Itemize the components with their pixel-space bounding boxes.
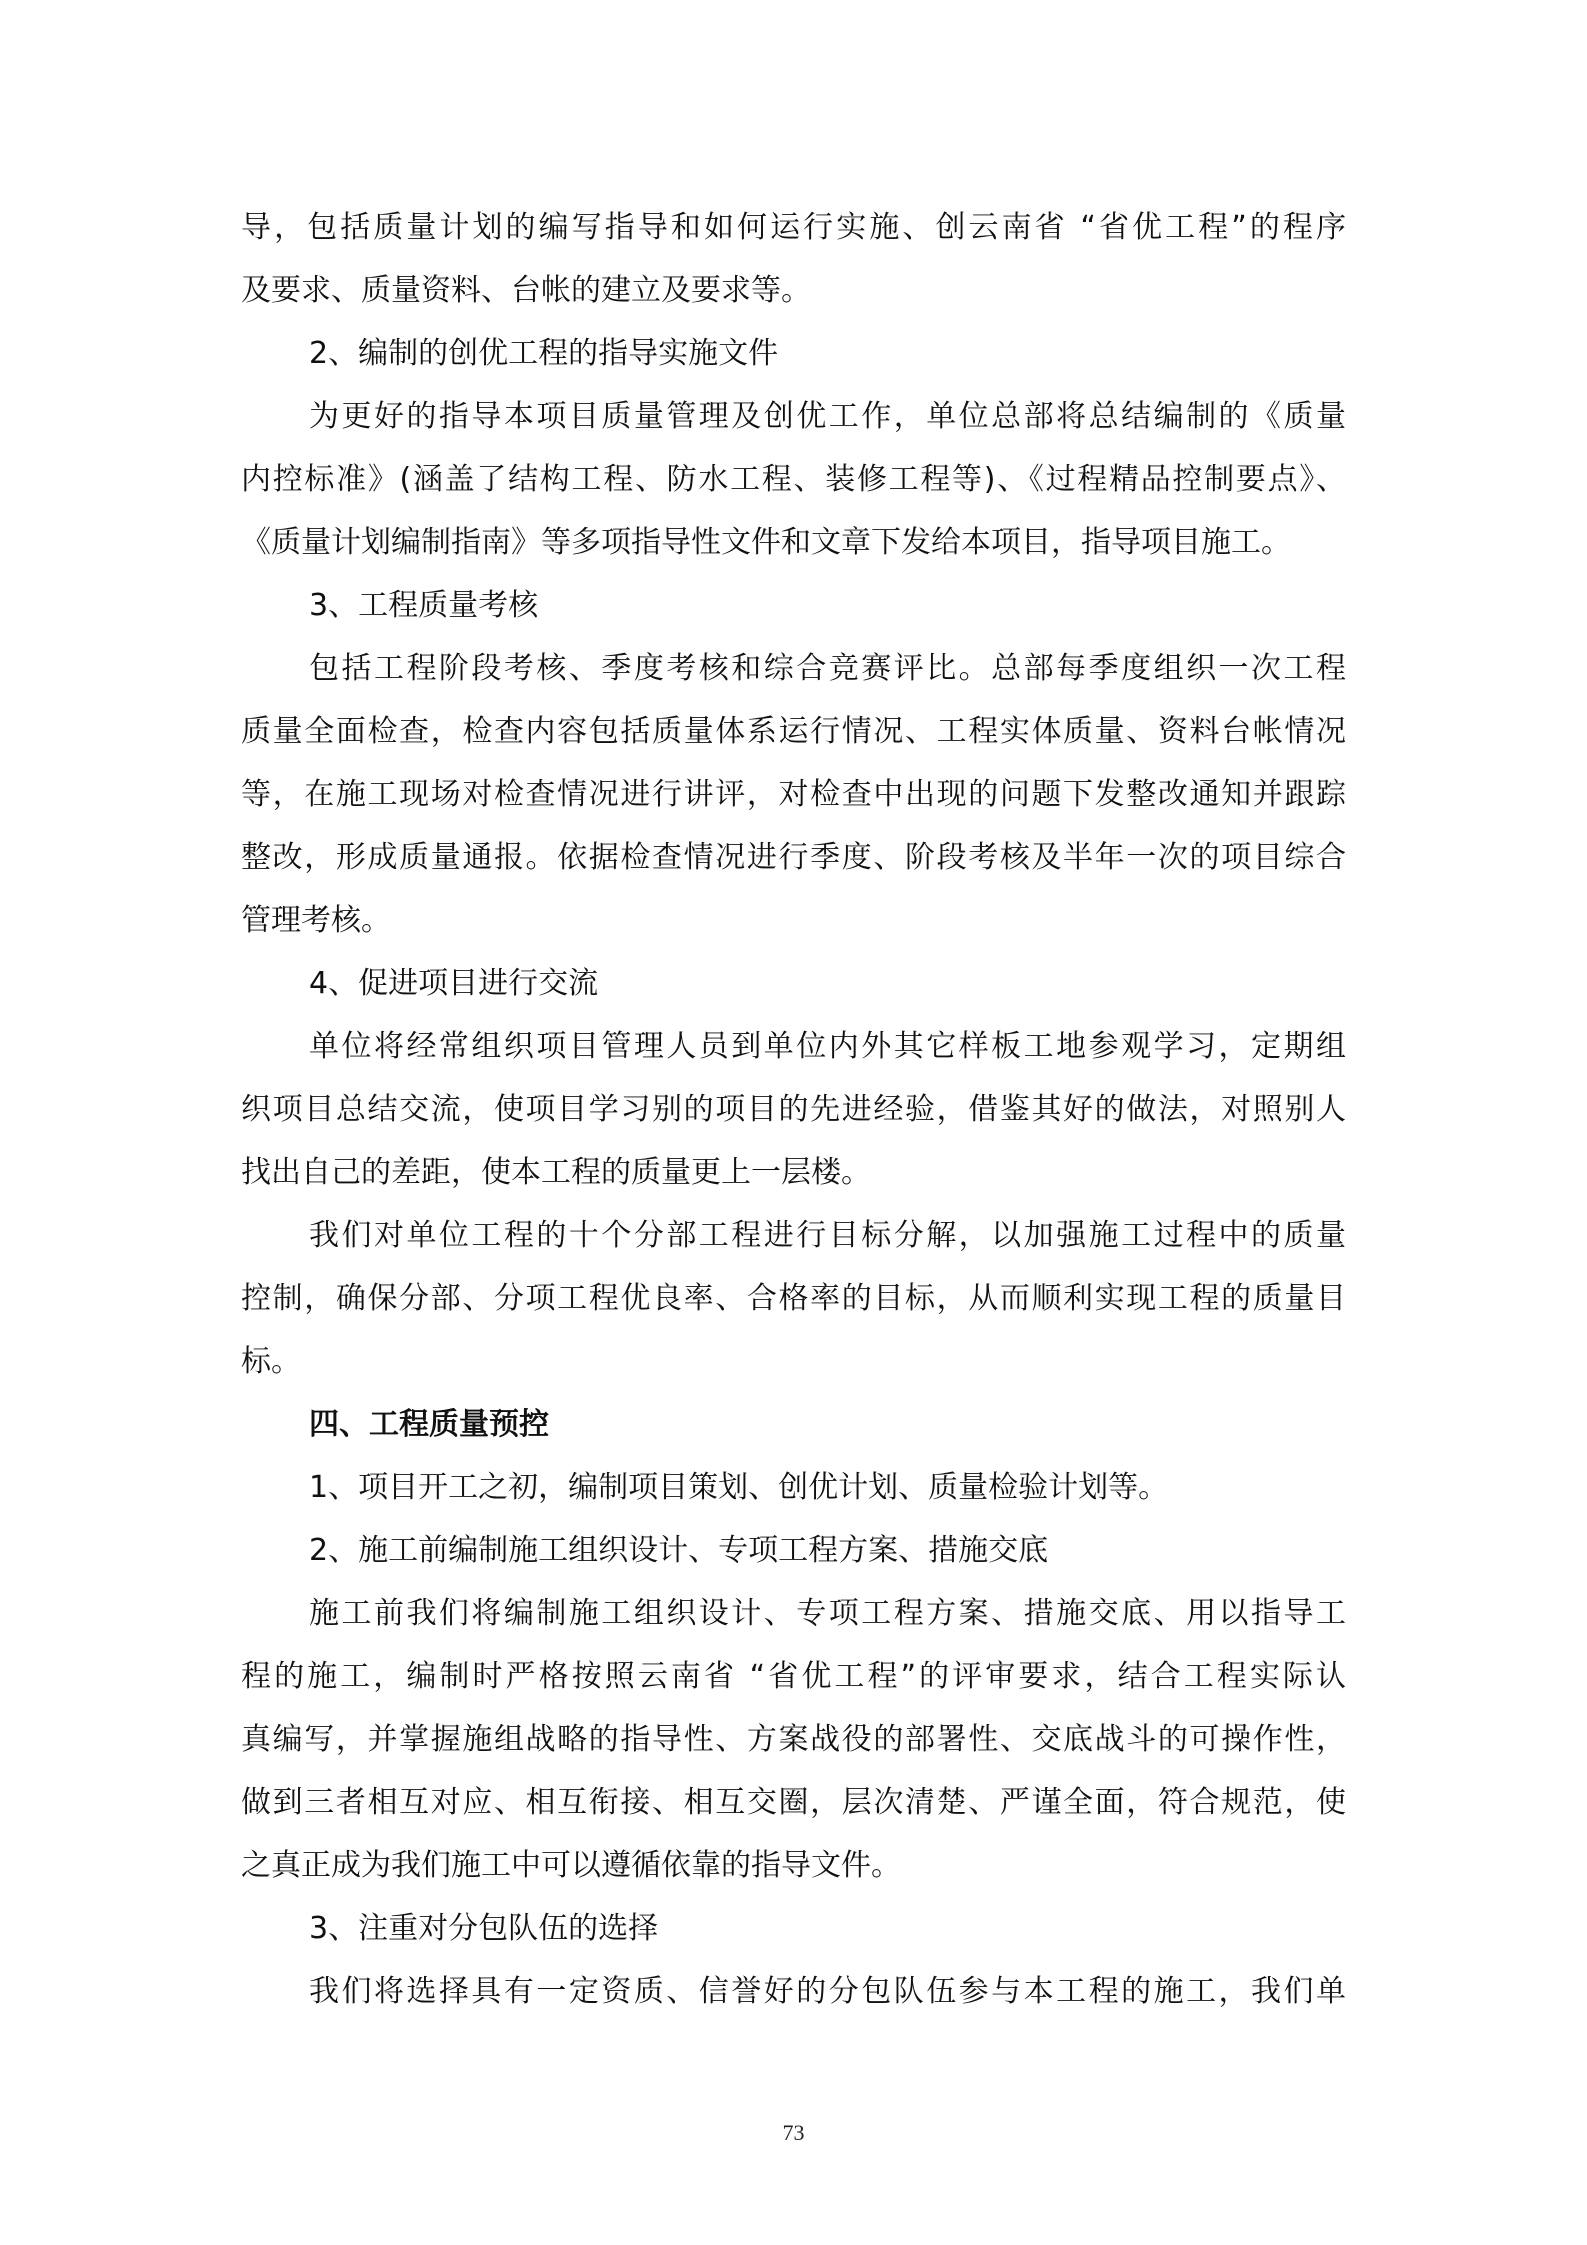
text-line: 控制，确保分部、分项工程优良率、合格率的目标，从而顺利实现工程的质量目	[241, 1281, 1346, 1316]
text-line: 4、促进项目进行交流	[309, 966, 599, 1001]
text-line: 单位将经常组织项目管理人员到单位内外其它样板工地参观学习，定期组	[309, 1029, 1346, 1064]
text-line: 我们将选择具有一定资质、信誉好的分包队伍参与本工程的施工，我们单	[309, 1974, 1346, 2009]
document-body	[241, 196, 1346, 2023]
text-line: 内控标准》(涵盖了结构工程、防水工程、装修工程等)、《过程精品控制要点》、	[241, 462, 1346, 497]
text-line: 织项目总结交流，使项目学习别的项目的先进经验，借鉴其好的做法，对照别人	[241, 1092, 1346, 1127]
text-line: 做到三者相互对应、相互衔接、相互交圈，层次清楚、严谨全面，符合规范，使	[241, 1785, 1346, 1820]
text-line: 之真正成为我们施工中可以遵循依靠的指导文件。	[241, 1848, 901, 1883]
text-line: 我们对单位工程的十个分部工程进行目标分解，以加强施工过程中的质量	[309, 1218, 1346, 1253]
text-line: 2、施工前编制施工组织设计、专项工程方案、措施交底	[309, 1533, 1049, 1568]
text-line: 标。	[241, 1344, 301, 1379]
text-line: 3、工程质量考核	[309, 588, 539, 623]
text-line: 找出自己的差距，使本工程的质量更上一层楼。	[241, 1155, 871, 1190]
text-line: 《质量计划编制指南》等多项指导性文件和文章下发给本项目，指导项目施工。	[241, 525, 1291, 560]
text-line: 质量全面检查，检查内容包括质量体系运行情况、工程实体质量、资料台帐情况	[241, 714, 1346, 749]
text-line: 施工前我们将编制施工组织设计、专项工程方案、措施交底、用以指导工	[309, 1596, 1346, 1631]
text-line: 3、注重对分包队伍的选择	[309, 1911, 659, 1946]
text-line: 真编写，并掌握施组战略的指导性、方案战役的部署性、交底战斗的可操作性，	[241, 1722, 1346, 1757]
text-line: 包括工程阶段考核、季度考核和综合竞赛评比。总部每季度组织一次工程	[309, 651, 1346, 686]
text-line: 2、编制的创优工程的指导实施文件	[309, 336, 779, 371]
text-line: 程的施工，编制时严格按照云南省 “省优工程”的评审要求，结合工程实际认	[241, 1659, 1346, 1694]
text-line: 导，包括质量计划的编写指导和如何运行实施、创云南省 “省优工程”的程序	[241, 210, 1346, 245]
text-line: 1、项目开工之初，编制项目策划、创优计划、质量检验计划等。	[309, 1470, 1169, 1505]
text-line: 管理考核。	[241, 903, 391, 938]
text-line: 为更好的指导本项目质量管理及创优工作，单位总部将总结编制的《质量	[309, 399, 1346, 434]
section-heading: 四、工程质量预控	[309, 1407, 549, 1442]
text-line: 整改，形成质量通报。依据检查情况进行季度、阶段考核及半年一次的项目综合	[241, 840, 1346, 875]
page-number: 73	[782, 2120, 805, 2145]
text-line: 等，在施工现场对检查情况进行讲评，对检查中出现的问题下发整改通知并跟踪	[241, 777, 1346, 812]
text-line: 及要求、质量资料、台帐的建立及要求等。	[241, 273, 811, 308]
